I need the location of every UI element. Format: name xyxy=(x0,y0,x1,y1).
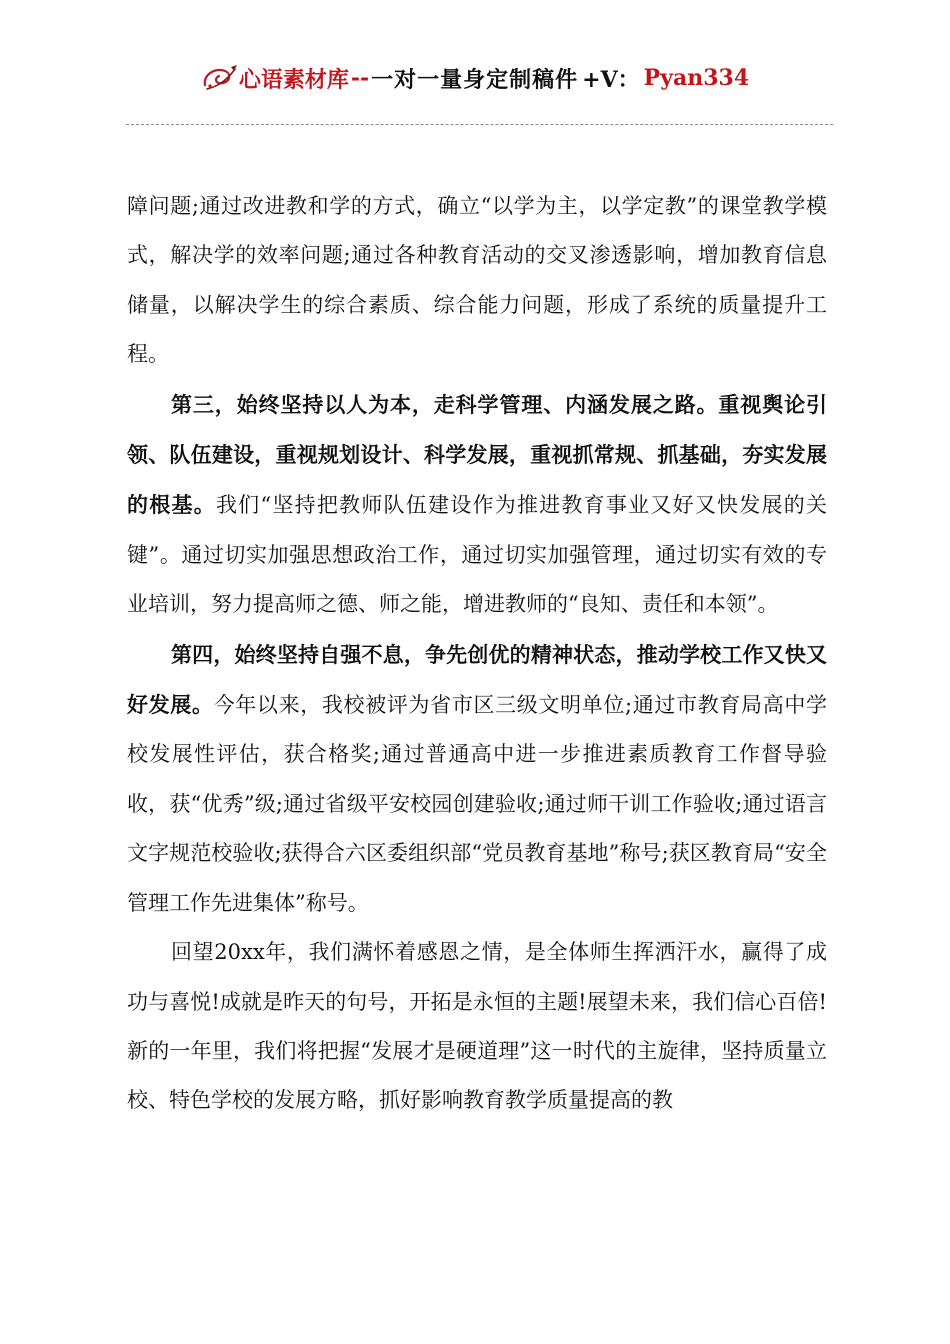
quill-swirl-logo-icon xyxy=(201,63,239,93)
paragraph-3-lead: 第四，始终坚持自强不息，争先创优的精神状态，推动学校工作又快又好发展。 xyxy=(127,641,827,718)
paragraph-1-text: 障问题;通过改进教和学的方式，确立“以学为主，以学定教”的课堂教学模式，解决学的效率问题;通过各种教育活动的交叉渗透影响，增加教育信息储量，以解决学生的综合素质、综合能力问题，形成了系统的质量提升工程。 xyxy=(127,194,827,367)
brand-separator: -- xyxy=(350,65,370,91)
header-divider xyxy=(126,124,833,125)
page-header xyxy=(0,58,950,98)
paragraph-3-text: 今年以来，我校被评为省市区三级文明单位;通过市教育局高中学校发展性评估，获合格奖;通过普通高中进一步推进素质教育工作督导验收，获“优秀”级;通过省级平安校园创建验收;通过师干训工作验收;通过语言文字规范校验收;获得合六区委组织部“党员教育基地”称号;获区教育局“安全管理工作先进集体”称号。 xyxy=(127,693,828,915)
paragraph-4-text: 回望20xx年，我们满怀着感恩之情，是全体师生挥洒汗水，赢得了成功与喜悦!成就是昨天的句号，开拓是永恒的主题!展望未来，我们信心百倍!新的一年里，我们将把握“发展才是硬道理”这一时代的主旋律，坚持质量立校、特色学校的发展方略，抓好影响教育教学质量提高的教 xyxy=(127,940,827,1113)
brand-name: 心语素材库 xyxy=(238,66,349,93)
paragraph-4 xyxy=(127,928,827,1126)
paragraph-3 xyxy=(127,630,827,928)
header-brand-line xyxy=(201,63,749,94)
contact-label: +V： xyxy=(582,66,640,93)
contact-id: Pyan334 xyxy=(643,65,750,91)
paragraph-2 xyxy=(127,380,827,630)
paragraph-2-lead: 第三，始终坚持以人为本，走科学管理、内涵发展之路。重视舆论引领、队伍建设，重视规划设计、科学发展，重视抓常规、抓基础，夯实发展的根基。 xyxy=(127,391,827,518)
paragraph-2-text: 我们“坚持把教师队伍建设作为推进教育事业又好又快发展的关键”。通过切实加强思想政治工作，通过切实加强管理，通过切实有效的专业培训，努力提高师之德、师之能，增进教师的“良知、责任和本领”。 xyxy=(127,493,827,617)
brand-slogan: 一对一量身定制稿件 xyxy=(371,66,579,93)
document-body xyxy=(127,182,827,1126)
paragraph-1 xyxy=(127,182,827,380)
